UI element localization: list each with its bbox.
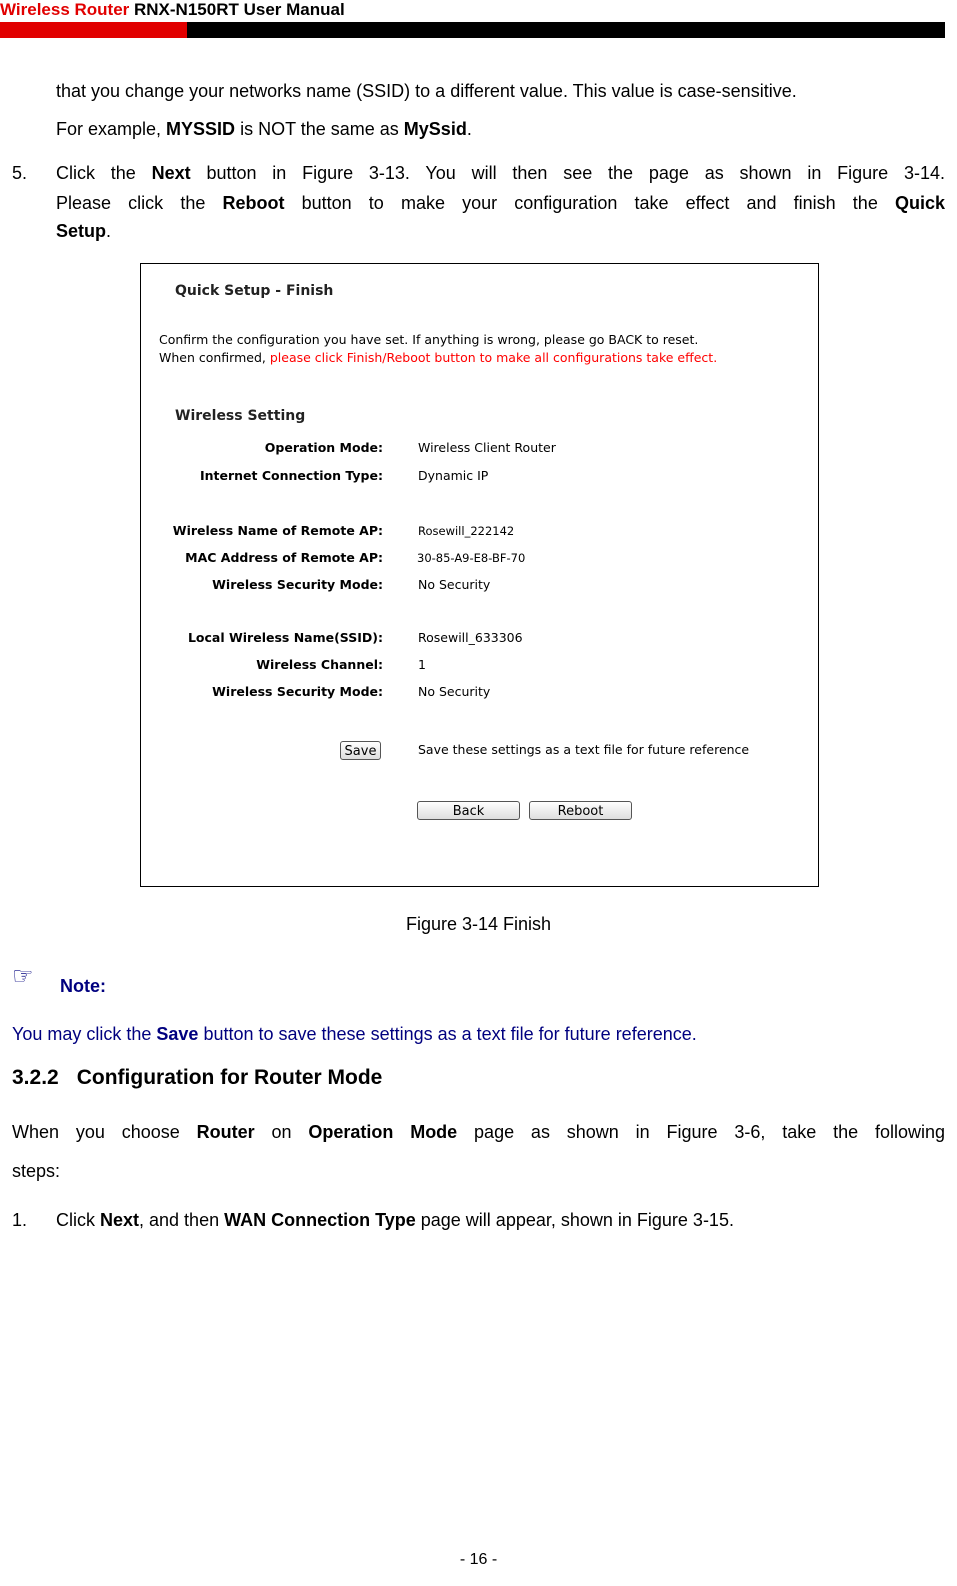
local-security-mode-label: Wireless Security Mode: <box>212 684 383 699</box>
save-button[interactable]: Save <box>340 741 381 760</box>
operation-mode-value: Wireless Client Router <box>418 440 556 455</box>
confirm-text-1: Confirm the configuration you have set. If anything is wrong, please go BACK to reset. <box>159 332 699 347</box>
note-label: Note: <box>60 976 106 996</box>
page-title: Quick Setup - Finish <box>175 283 334 299</box>
remote-ap-name-value: Rosewill_222142 <box>418 524 515 538</box>
step-1-text: Click Next, and then WAN Connection Type page will appear, shown in Figure 3-15. <box>56 1210 734 1230</box>
router-paragraph-line-1: When you choose Router on Operation Mode page as shown in Figure 3-6, take the following <box>12 1122 946 1142</box>
local-ssid-label: Local Wireless Name(SSID): <box>187 630 383 645</box>
wireless-channel-label: Wireless Channel: <box>256 657 383 672</box>
remote-ap-name-label: Wireless Name of Remote AP: <box>172 523 383 538</box>
step-1-number: 1. <box>12 1210 28 1230</box>
header-rule-accent <box>0 22 187 38</box>
connection-type-value: Dynamic IP <box>418 468 489 483</box>
router-paragraph-line-2: steps: <box>12 1161 61 1181</box>
wireless-channel-value: 1 <box>418 657 426 672</box>
step-5-line-2: Please click the Reboot button to make your configuration take effect and finish the Quick <box>56 193 946 213</box>
confirm-text-2: When confirmed, please click Finish/Reboot button to make all configurations take effect. <box>159 350 718 365</box>
manual-header-title <box>0 0 345 20</box>
local-security-mode-value: No Security <box>418 684 491 699</box>
remote-security-mode-value: No Security <box>418 577 491 592</box>
header-model: RNX-N150RT User Manual <box>129 0 345 19</box>
reboot-button[interactable]: Reboot <box>529 801 632 820</box>
local-ssid-value: Rosewill_633306 <box>418 630 523 645</box>
operation-mode-label: Operation Mode: <box>264 440 383 455</box>
remote-security-mode-label: Wireless Security Mode: <box>212 577 383 592</box>
remote-ap-mac-value: 30-85-A9-E8-BF-70 <box>417 551 526 565</box>
figure-caption: Figure 3-14 Finish <box>405 914 552 934</box>
step-5-number: 5. <box>12 163 28 183</box>
page-number: - 16 - <box>459 1551 498 1568</box>
quick-setup-finish-screenshot <box>140 263 819 887</box>
wireless-setting-heading: Wireless Setting <box>175 408 306 424</box>
section-heading <box>12 1066 382 1090</box>
connection-type-label: Internet Connection Type: <box>199 468 383 483</box>
step-5-line-3: Setup. <box>56 221 112 241</box>
section-title: Configuration for Router Mode <box>76 1066 383 1089</box>
section-number: 3.2.2 <box>12 1066 59 1089</box>
step-5-line-1: Click the Next button in Figure 3-13. You will then see the page as shown in Figure 3-14. <box>56 163 945 183</box>
remote-ap-mac-label: MAC Address of Remote AP: <box>185 550 383 565</box>
note-text: You may click the Save button to save these settings as a text file for future reference. <box>12 1024 697 1044</box>
pointing-hand-icon: ☞ <box>12 963 34 990</box>
save-description: Save these settings as a text file for future reference <box>418 742 750 757</box>
intro-line-2: For example, MYSSID is NOT the same as MySsid. <box>56 119 472 139</box>
header-brand: Wireless Router <box>0 0 130 19</box>
back-button[interactable]: Back <box>417 801 520 820</box>
intro-line-1: that you change your networks name (SSID) to a different value. This value is case-sensitive. <box>56 81 797 101</box>
